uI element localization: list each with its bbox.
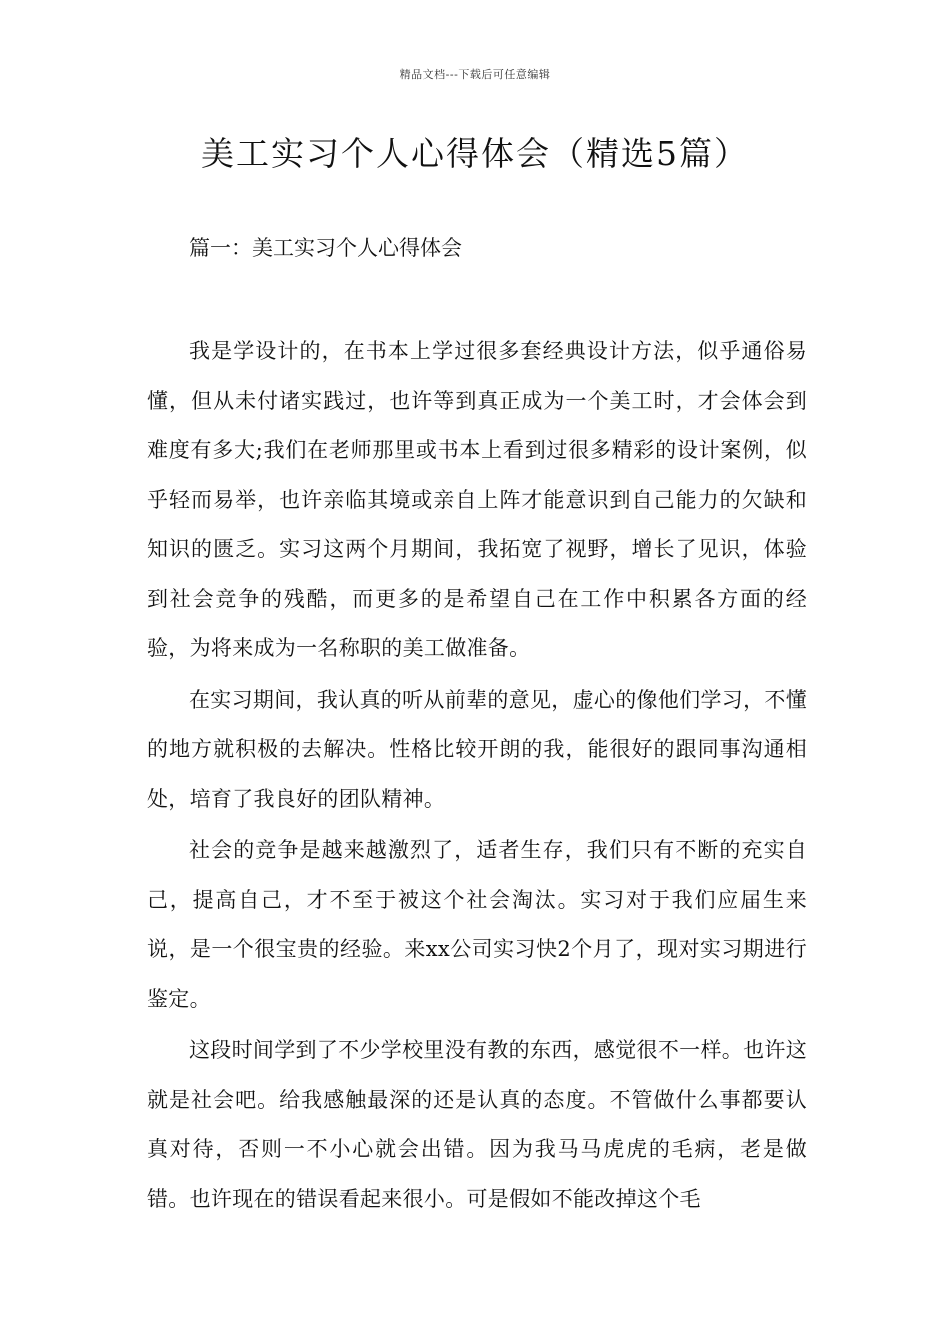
header-note: 精品文档---下载后可任意编辑 [399,68,551,81]
document-title: 美工实习个人心得体会（精选5篇） [201,134,749,173]
paragraph-4: 这段时间学到了不少学校里没有教的东西，感觉很不一样。也许这就是社会吧。给我感触最深的还是认真的态度。不管做什么事都要认真对待，否则一不小心就会出错。因为我马马虎虎的毛病，老是做错。也许现在的错误看起来很小。可是假如不能改掉这个毛 [147,1038,807,1211]
section-heading: 篇一：美工实习个人心得体会 [189,236,462,260]
paragraph-1: 我是学设计的，在书本上学过很多套经典设计方法，似乎通俗易懂，但从未付诸实践过，也许等到真正成为一个美工时，才会体会到难度有多大;我们在老师那里或书本上看到过很多精彩的设计案例，似乎轻而易举，也许亲临其境或亲自上阵才能意识到自己能力的欠缺和知识的匮乏。实习这两个月期间，我拓宽了视野，增长了见识，体验到社会竞争的残酷，而更多的是希望自己在工作中积累各方面的经验，为将来成为一名称职的美工做准备。 [147,339,807,660]
paragraph-3: 社会的竞争是越来越激烈了，适者生存，我们只有不断的充实自己，提高自己，才不至于被这个社会淘汰。实习对于我们应届生来说，是一个很宝贵的经验。来xx公司实习快2个月了，现对实习期进行鉴定。 [147,838,807,1011]
paragraph-2: 在实习期间，我认真的听从前辈的意见，虚心的像他们学习，不懂的地方就积极的去解决。性格比较开朗的我，能很好的跟同事沟通相处，培育了我良好的团队精神。 [147,687,807,811]
body-text [147,327,807,1226]
